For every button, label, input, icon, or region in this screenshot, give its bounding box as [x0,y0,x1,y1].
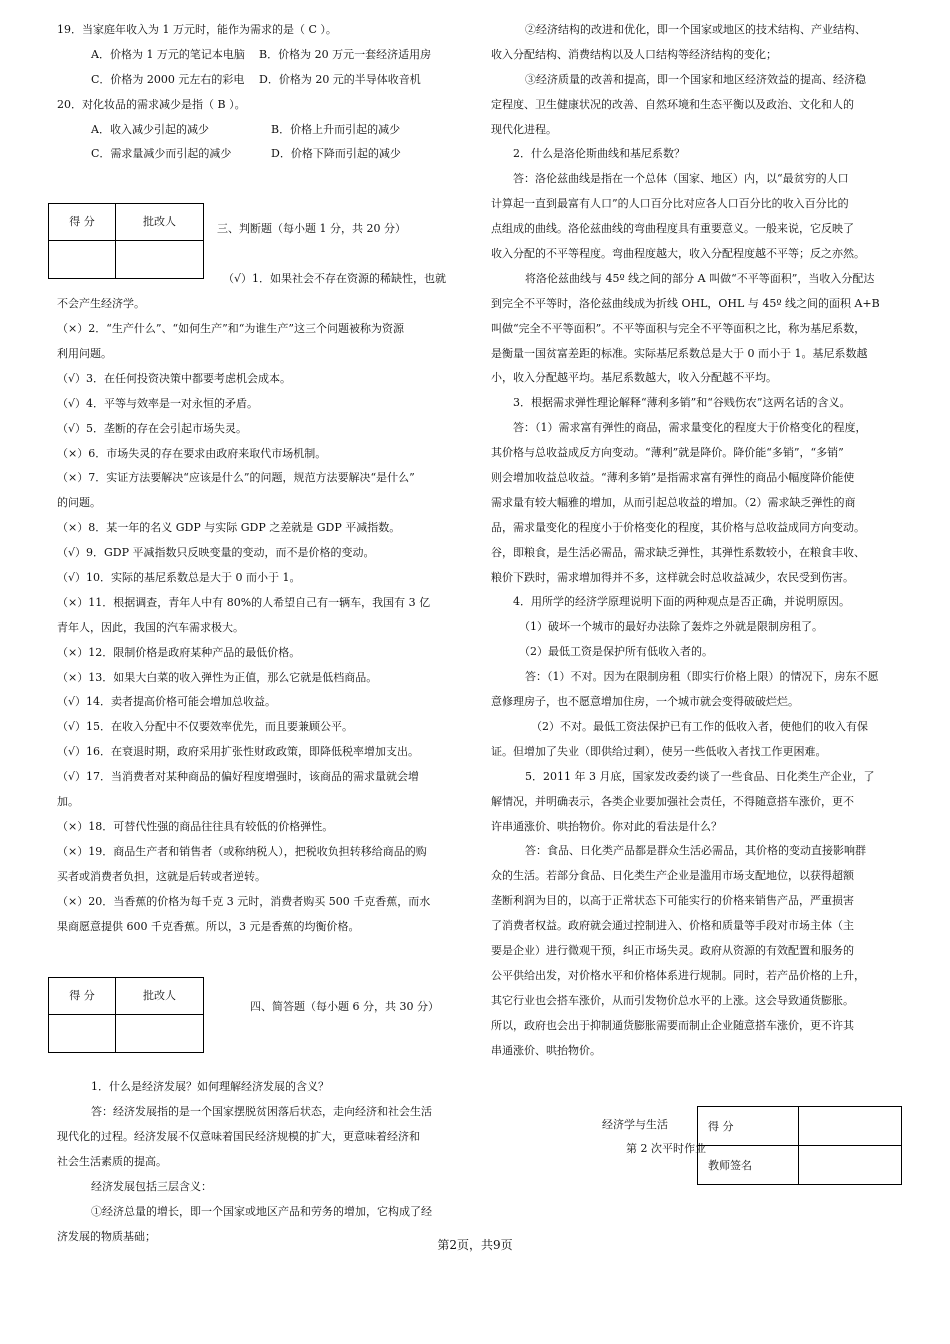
q19-options-row1 [57,43,459,68]
score-label: 得 分 [49,204,116,241]
answer-line: 定程度、卫生健康状况的改善、自然环境和生态平衡以及政治、文化和人的 [491,97,854,111]
assignment-name: 第 2 次平时作业 [626,1142,706,1155]
section3-header [57,203,459,283]
judgement-line: （√）9．GDP 平减指数只反映变量的变动，而不是价格的变动。 [57,546,375,560]
score-cell[interactable] [49,241,116,279]
answer-line: 收入分配结构、消费结构以及人口结构等经济结构的变化； [491,47,777,61]
answer-line: 公平供给出发，对价格水平和价格体系进行规制。同时，若产品价格的上升， [491,968,865,982]
q19-options-row2 [57,68,459,93]
section4-title: 四、简答题（每小题 6 分，共 30 分） [250,1000,439,1014]
question-line: 许串通涨价、哄抬物价。你对此的看法是什么？ [491,819,722,833]
footer-score-box [602,1106,902,1184]
judgement-line: （√）15．在收入分配中不仅要效率优先，而且要兼顾公平。 [57,720,354,734]
section3-title: 三、判断题（每小题 1 分，共 20 分） [217,222,406,236]
judgement-line: （√）4．平等与效率是一对永恒的矛盾。 [57,396,259,410]
answer-line: 收入分配的不平等程度。弯曲程度越大，收入分配程度越不平等；反之亦然。 [491,247,865,261]
footer-score-table [697,1106,902,1185]
footer-score-label: 得 分 [698,1107,799,1146]
answer-line: 答：经济发展指的是一个国家摆脱贫困落后状态，走向经济和社会生活 [91,1105,432,1119]
answer-line: 所以，政府也会出于抑制通货膨胀需要而制止企业随意搭车涨价，更不许其 [491,1018,854,1032]
footer-teacher-cell[interactable] [798,1146,901,1185]
q20-options-row2 [57,142,459,167]
answer-line: 计算起一直到最富有人口”的人口百分比对应各人口百分比的收入百分比的 [491,197,849,211]
q20-options-row1 [57,118,459,143]
score-cell[interactable] [49,1015,116,1053]
answer-line: 叫做“完全不平等面积”。不平等面积与完全不平等面积之比，称为基尼系数， [491,321,866,335]
judgement-line: 果商愿意提供 600 千克香蕉。所以，3 元是香蕉的均衡价格。 [57,919,360,933]
answer-line: 串通涨价、哄抬物价。 [491,1043,601,1057]
section4-header [57,977,459,1069]
answer-line: 点组成的曲线。洛伦兹曲线的弯曲程度具有重要意义。一般来说，它反映了 [491,222,854,236]
answer-line: 则会增加收益总收益。“薄利多销”是指需求富有弹性的商品小幅度降价能使 [491,471,855,485]
judgement-line: （×）11．根据调查，青年人中有 80%的人希望自己有一辆车，我国有 3 亿 [57,595,431,609]
question-line: 5．2011 年 3 月底，国家发改委约谈了一些食品、日化类生产企业，了 [525,769,875,783]
answer-line: 经济发展包括三层含义： [91,1179,212,1193]
judgement-line: （√）17．当消费者对某种商品的偏好程度增强时，该商品的需求量就会增 [57,770,420,784]
answer-line: 现代化进程。 [491,122,557,136]
grader-label: 批改人 [116,978,204,1015]
answer-line: 垄断利润为目的，以高于正常状态下可能实行的价格来销售产品，严重损害 [491,894,854,908]
answer-line: 是衡量一国贫富差距的标准。实际基尼系数总是大于 0 而小于 1。基尼系数越 [491,346,868,360]
judgement-line: 的问题。 [57,496,101,510]
answer-line: （1）破坏一个城市的最好办法除了轰炸之外就是限制房租了。 [519,620,823,634]
footer-teacher-label: 教师签名 [698,1146,799,1185]
left-column [57,18,459,1250]
right-column [491,18,893,1063]
question-line: 2．什么是洛伦斯曲线和基尼系数？ [513,147,685,161]
score-label: 得 分 [49,978,116,1015]
question-line: 4．用所学的经济学原理说明下面的两种观点是否正确，并说明原因。 [513,595,850,609]
question-line: 3．根据需求弹性理论解释“薄利多销”和“谷贱伤农”这两名话的含义。 [513,396,851,410]
answer-line: 答：（1）需求富有弹性的商品，需求量变化的程度大于价格变化的程度， [513,421,867,435]
answer-line: 社会生活素质的提高。 [57,1155,167,1169]
answer-line: ③经济质量的改善和提高，即一个国家和地区经济效益的提高、经济稳 [525,72,866,86]
q20-option-a: A．收入减少引起的减少 [91,122,209,136]
answer-line: 需求量有较大幅雅的增加，从而引起总收益的增加。（2）需求缺乏弹性的商 [491,495,856,509]
judgement-line: （√）14．卖者提高价格可能会增加总收益。 [57,695,277,709]
answer-line: 谷，即粮食，是生活必需品，需求缺乏弹性，其弹性系数较小，在粮食丰收、 [491,545,865,559]
judgement-line: （√）3．在任何投资决策中都要考虑机会成本。 [57,371,292,385]
answer-line: 要是企业）进行微观干预，纠正市场失灵。政府从资源的有效配置和服务的 [491,943,854,957]
answer-line: 答：食品、日化类产品都是群众生活必需品，其价格的变动直接影响群 [525,844,866,858]
section4-score-table [48,977,204,1053]
answer-line: 到完全不平等时，洛伦兹曲线成为折线 OHL，OHL 与 45º 线之间的面积 A+B [491,296,880,310]
page-number: 第2页，共9页 [437,1238,513,1252]
answer-line: 证。但增加了失业（即供给过剩），使另一些低收入者找工作更困难。 [491,744,827,758]
judgement-line: 加。 [57,795,79,809]
grader-label: 批改人 [116,204,204,241]
course-name: 经济学与生活 [602,1118,668,1131]
judgement-line: （×）19．商品生产者和销售者（或称纳税人），把税收负担转移给商品的购 [57,844,427,858]
q20-option-d: D．价格下降而引起的减少 [271,147,401,161]
q19-option-d: D．价格为 20 元的半导体收音机 [259,72,421,86]
answer-line: 答：洛伦兹曲线是指在一个总体（国家、地区）内，以“最贫穷的人口 [513,172,849,186]
answer-line: 意修理房子，也不愿意增加住房，一个城市就会变得破破烂烂。 [491,695,799,709]
judgement-line: （√）1．如果社会不存在资源的稀缺性，也就 [223,272,447,286]
answer-line: 了消费者权益。政府就会通过控制进入、价格和质量等手段对市场主体（主 [491,919,854,933]
judgement-line: （√）10．实际的基尼系数总是大于 0 而小于 1。 [57,571,301,585]
answer-line: 1．什么是经济发展？如何理解经济发展的含义？ [91,1080,329,1094]
q20-option-c: C．需求量减少而引起的减少 [91,147,232,161]
footer-score-cell[interactable] [798,1107,901,1146]
answer-line: 其它行业也会搭车涨价，从而引发物价总水平的上涨。这会导致通货膨胀。 [491,993,854,1007]
judgement-line: （×）20．当香蕉的价格为每千克 3 元时，消费者购买 500 千克香蕉，而水 [57,894,431,908]
q19-option-a: A．价格为 1 万元的笔记本电脑 [91,47,245,61]
grader-cell[interactable] [116,241,204,279]
judgement-line: 不会产生经济学。 [57,297,145,311]
answer-line: ①经济总量的增长，即一个国家或地区产品和劳务的增加，它构成了经 [91,1204,432,1218]
judgement-line: （×）2．“生产什么”、“如何生产”和“为谁生产”这三个问题被称为资源 [57,322,404,336]
q19-stem: 19．当家庭年收入为 1 万元时，能作为需求的是（ C ）。 [57,23,337,36]
answer-line: （2）最低工资是保护所有低收入者的。 [519,645,713,659]
q19-option-b: B．价格为 20 万元一套经济适用房 [259,47,432,61]
answer-line: 品，需求量变化的程度小于价格变化的程度，其价格与总收益成同方向变动。 [491,520,865,534]
answer-line: 将洛伦兹曲线与 45º 线之间的部分 A 叫做“不平等面积”，当收入分配达 [525,271,875,285]
judgement-line: 买者或消费者负担，这就是后转或者逆转。 [57,869,266,883]
judgement-line: （×）13．如果大白菜的收入弹性为正值，那么它就是低档商品。 [57,670,378,684]
answer-line: 众的生活。若部分食品、日化类生产企业是滥用市场支配地位，以获得超额 [491,869,854,883]
section3-statements [57,267,459,939]
judgement-line: （√）5．垄断的存在会引起市场失灵。 [57,421,248,435]
judgement-line: 青年人，因此，我国的汽车需求极大。 [57,620,244,634]
answer-line: 粮价下跌时，需求增加得并不多，这样就会时总收益减少，农民受到伤害。 [491,570,854,584]
question-line: 解情况，并明确表示，各类企业要加强社会责任，不得随意搭车涨价，更不 [491,794,854,808]
answer-line: 小，收入分配越平均。基尼系数越大，收入分配越不平均。 [491,371,777,385]
judgement-line: （×）18．可替代性强的商品往往具有较低的价格弹性。 [57,819,334,833]
judgement-line: （×）7．实证方法要解决“应该是什么”的问题，规范方法要解决“是什么” [57,471,415,485]
grader-cell[interactable] [116,1015,204,1053]
q20-stem: 20．对化妆品的需求减少是指（ B ）。 [57,97,246,111]
answer-line: （2）不对。最低工资法保护已有工作的低收入者，使他们的收入有保 [531,719,868,733]
answer-line: 答：（1）不对。因为在限制房租（即实行价格上限）的情况下，房东不愿 [525,670,879,684]
section4-left-answers [57,1075,459,1249]
judgement-line: （√）16．在衰退时期，政府采用扩张性财政政策，即降低税率增加支出。 [57,745,420,759]
section3-score-table [48,203,204,279]
answer-line: 现代化的过程。经济发展不仅意味着国民经济规模的扩大，更意味着经济和 [57,1130,420,1144]
q19-option-c: C．价格为 2000 元左右的彩电 [91,72,245,86]
judgement-line: （×）8．某一年的名义 GDP 与实际 GDP 之差就是 GDP 平减指数。 [57,521,401,535]
judgement-line: （×）6．市场失灵的存在要求由政府来取代市场机制。 [57,446,327,460]
answer-line: ②经济结构的改进和优化，即一个国家或地区的技术结构、产业结构、 [525,23,866,36]
judgement-line: 利用问题。 [57,347,112,361]
answer-line: 其价格与总收益成反方向变动。“薄利”就是降价。降价能“多销”，“多销” [491,446,844,460]
q20-option-b: B．价格上升而引起的减少 [271,122,401,136]
answer-line: 济发展的物质基础； [57,1229,156,1243]
judgement-line: （×）12．限制价格是政府某种产品的最低价格。 [57,645,301,659]
